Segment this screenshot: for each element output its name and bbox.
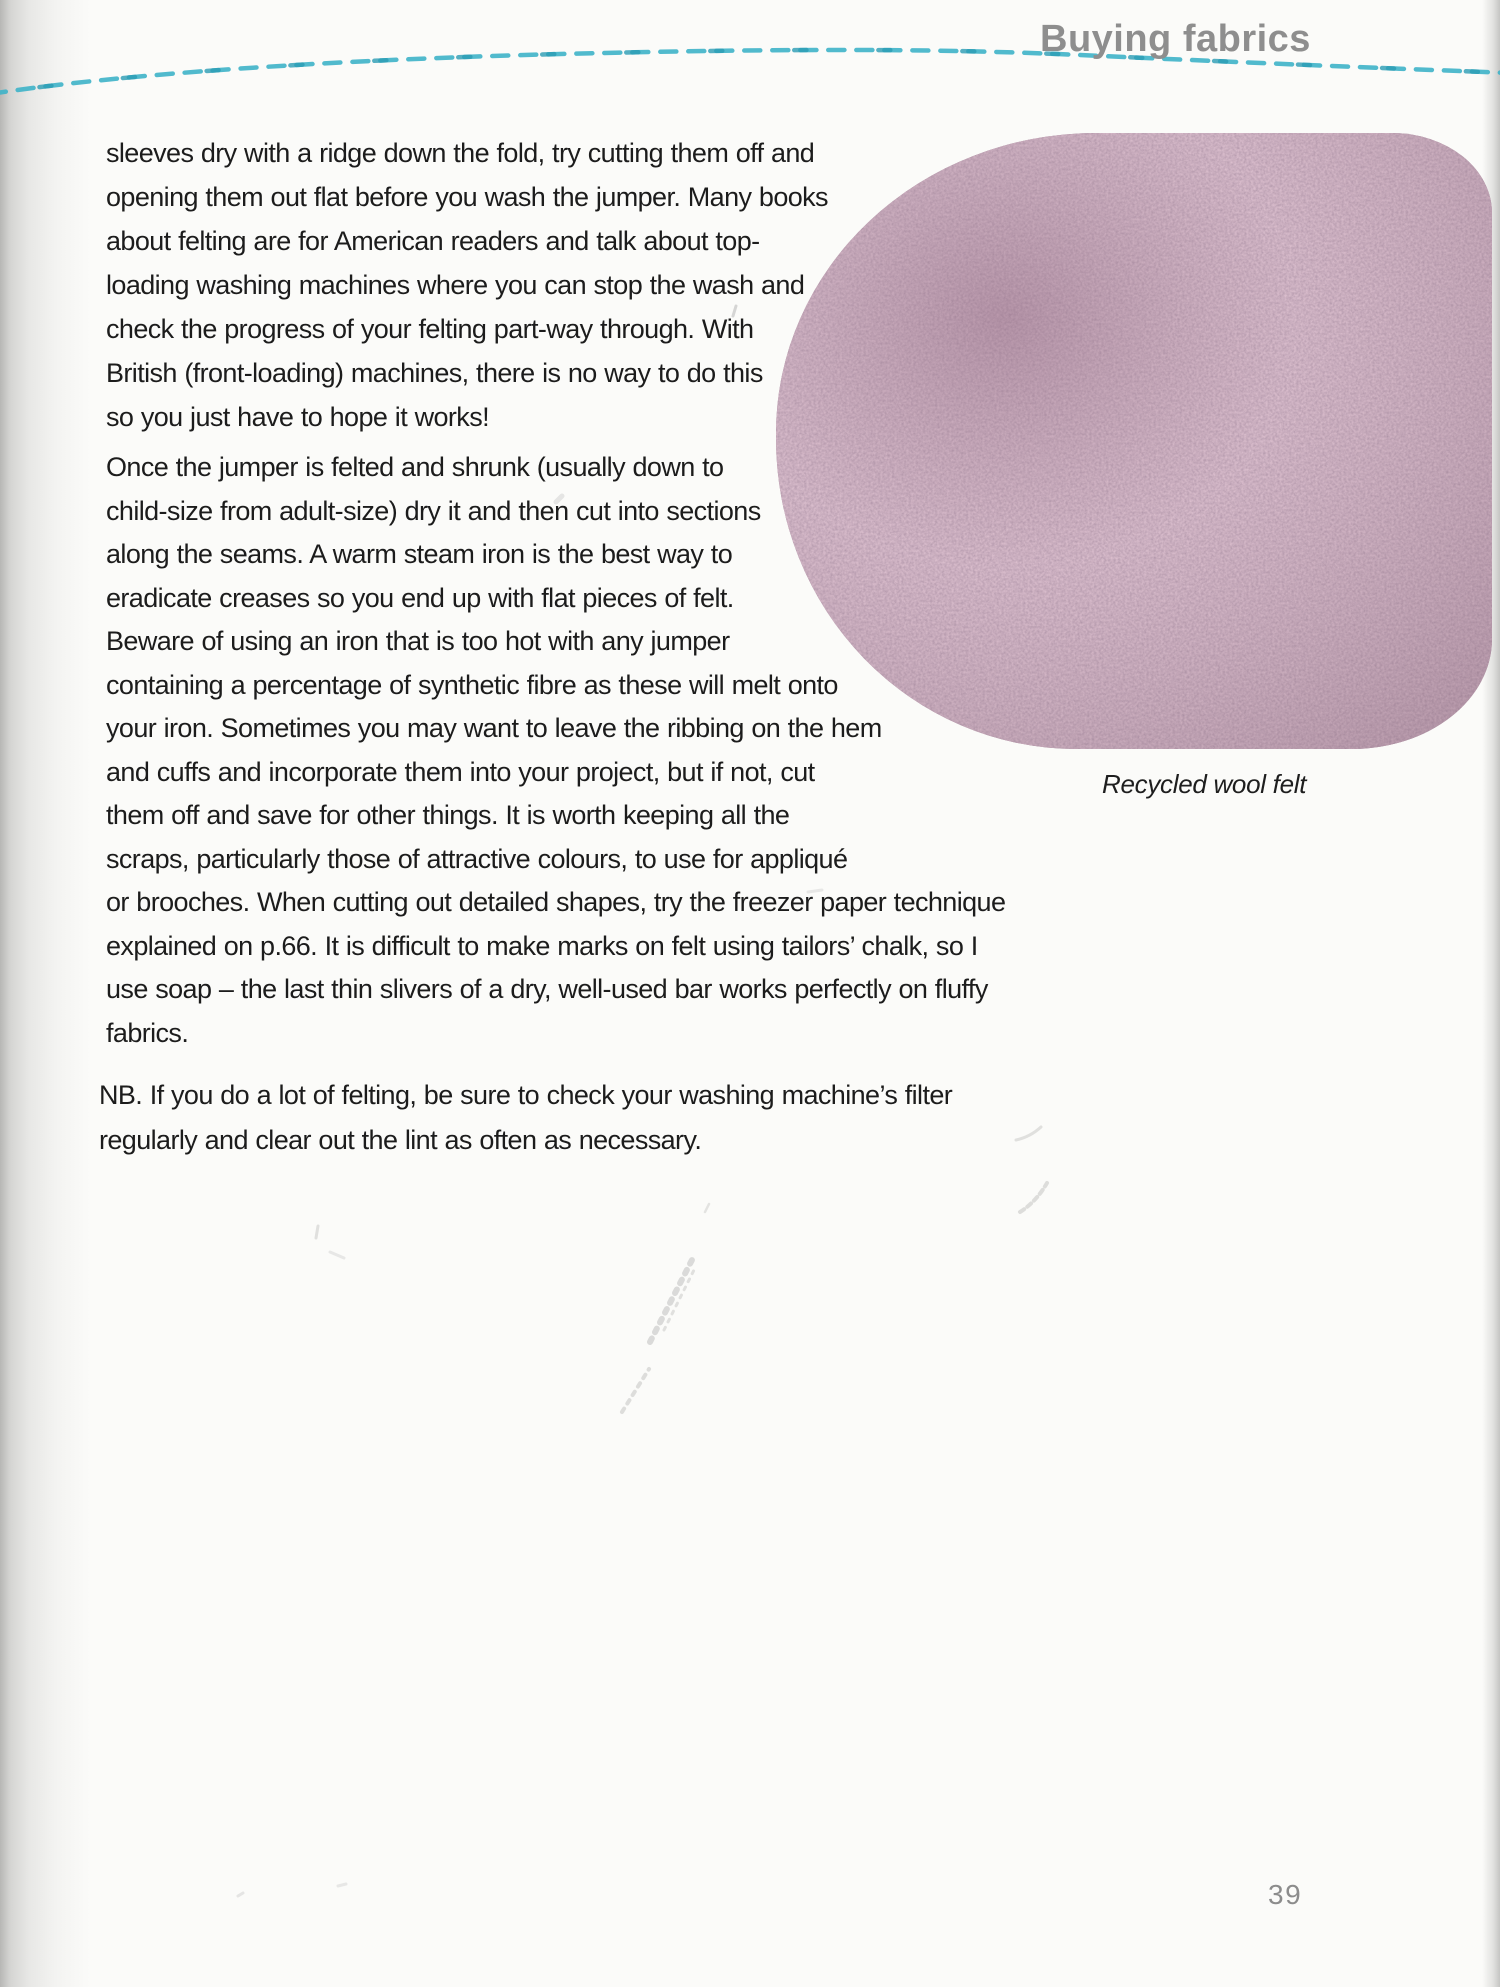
text-line: about felting are for American readers and talk about top- bbox=[106, 226, 760, 256]
text-line: child-size from adult-size) dry it and then cut into sections bbox=[106, 495, 761, 526]
text-line: containing a percentage of synthetic fibre as these will melt onto bbox=[106, 669, 838, 700]
text-line: so you just have to hope it works! bbox=[106, 402, 490, 432]
text-line: and cuffs and incorporate them into your project, but if not, cut bbox=[106, 756, 815, 787]
page-number: 39 bbox=[1268, 1879, 1303, 1910]
text-line: scraps, particularly those of attractive colours, to use for appliqué bbox=[106, 843, 848, 874]
text-line: them off and save for other things. It is worth keeping all the bbox=[106, 800, 790, 830]
text-line: eradicate creases so you end up with flat pieces of felt. bbox=[106, 582, 734, 613]
text-line: Once the jumper is felted and shrunk (usually down to bbox=[106, 452, 724, 482]
text-line: your iron. Sometimes you may want to leave the ribbing on the hem bbox=[106, 713, 882, 743]
paragraph-2 bbox=[106, 446, 1005, 1055]
text-line: or brooches. When cutting out detailed shapes, try the freezer paper technique bbox=[106, 887, 1006, 917]
text-line: along the seams. A warm steam iron is the best way to bbox=[106, 539, 733, 569]
text-line: opening them out flat before you wash the jumper. Many books bbox=[106, 182, 828, 212]
page-header: Buying fabrics bbox=[1040, 18, 1311, 60]
text-line: explained on p.66. It is difficult to make marks on felt using tailors’ chalk, so I bbox=[106, 930, 978, 961]
page-left-scan-shadow bbox=[0, 0, 90, 1987]
text-line: British (front-loading) machines, there is no way to do this bbox=[106, 358, 763, 388]
text-line: Beware of using an iron that is too hot with any jumper bbox=[106, 626, 730, 656]
text-line: check the progress of your felting part-way through. With bbox=[106, 314, 754, 344]
text-line: fabrics. bbox=[106, 1017, 189, 1048]
text-line: sleeves dry with a ridge down the fold, try cutting them off and bbox=[106, 138, 815, 168]
photo-caption: Recycled wool felt bbox=[1102, 769, 1307, 799]
paragraph-1 bbox=[106, 131, 828, 439]
paragraph-nb bbox=[99, 1073, 952, 1163]
text-line: NB. If you do a lot of felting, be sure to check your washing machine’s filter bbox=[99, 1080, 953, 1110]
text-line: loading washing machines where you can stop the wash and bbox=[106, 270, 805, 300]
text-line: use soap – the last thin slivers of a dry, well-used bar works perfectly on fluffy bbox=[106, 974, 988, 1004]
text-line: regularly and clear out the lint as often as necessary. bbox=[99, 1125, 702, 1155]
